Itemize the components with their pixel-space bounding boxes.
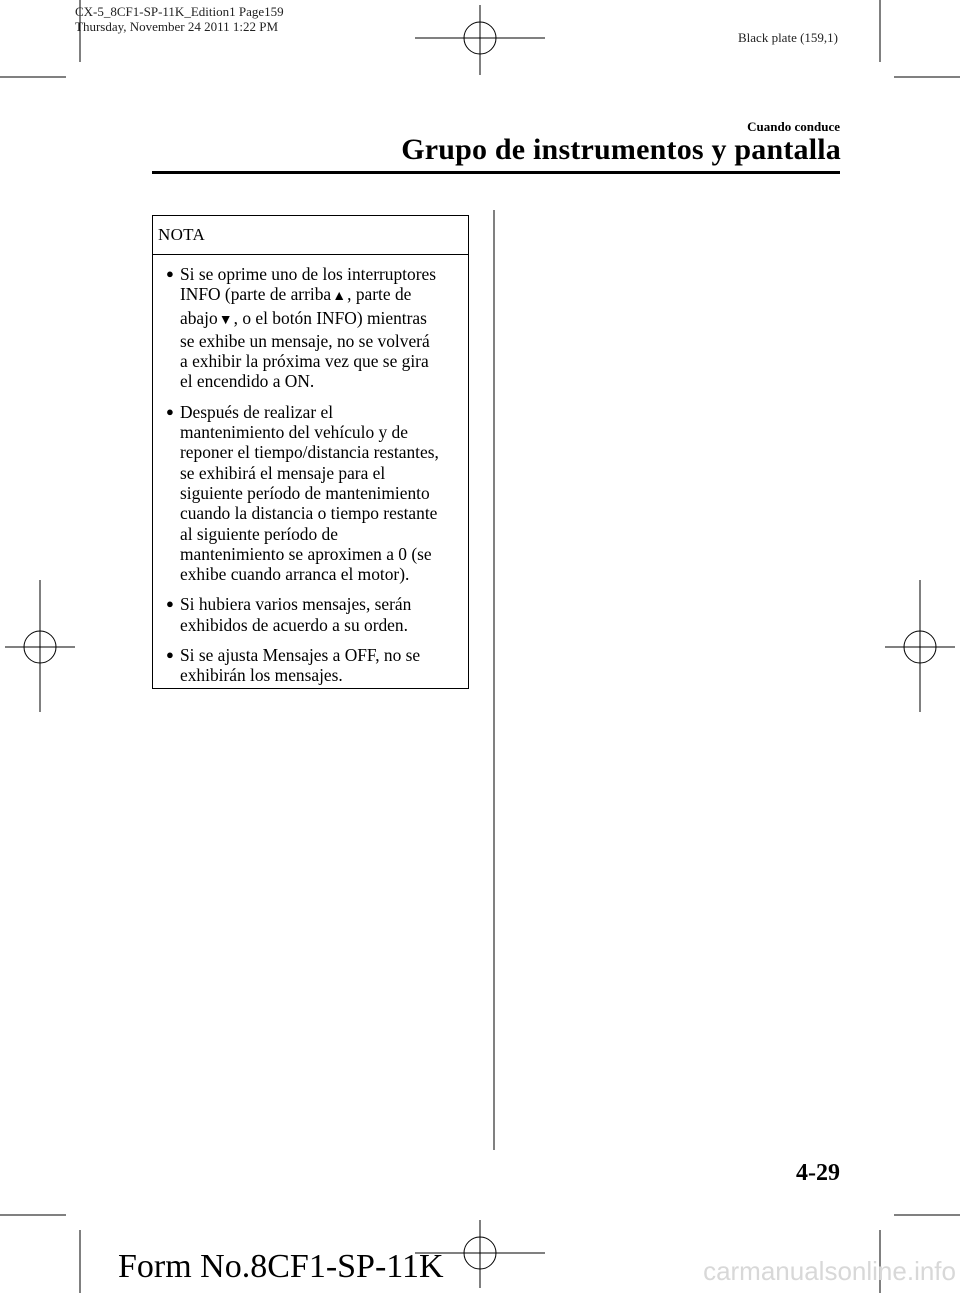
note-item [153, 645, 468, 686]
note-line: exhibirán los mensajes. [180, 665, 343, 686]
note-line: mantenimiento del vehículo y de [180, 422, 408, 443]
note-line: exhibidos de acuerdo a su orden. [180, 614, 408, 635]
prepress-plate: Black plate (159,1) [738, 30, 838, 45]
registration-mark-right [885, 580, 955, 712]
note-line: abajo▼, o el botón INFO) mientras [180, 308, 464, 331]
note-line: el encendido a ON. [180, 371, 315, 392]
down-arrow-icon: ▼ [218, 312, 233, 328]
note-item [153, 402, 468, 585]
section-title: Grupo de instrumentos y pantalla [401, 133, 841, 166]
note-line: siguiente período de mantenimiento [180, 482, 430, 503]
note-line: a exhibir la próxima vez que se gira [180, 351, 429, 372]
page-number: 4-29 [796, 1160, 840, 1186]
section-label: Cuando conduce [747, 119, 840, 134]
bullet-icon: ● [166, 596, 174, 612]
note-line: exhibe cuando arranca el motor). [180, 564, 410, 585]
registration-mark-left [5, 580, 75, 712]
note-line: Si se ajusta Mensajes a OFF, no se [180, 645, 421, 666]
watermark: carmanualsonline.info [703, 1256, 956, 1286]
note-item [153, 264, 468, 392]
note-list [153, 255, 468, 686]
note-line: Después de realizar el [180, 401, 334, 422]
note-line: al siguiente período de [180, 523, 338, 544]
note-box [152, 215, 469, 689]
note-line: INFO (parte de arriba▲, parte de [180, 284, 464, 307]
note-line: se exhibirá el mensaje para el [180, 462, 386, 483]
note-line: mantenimiento se aproximen a 0 (se [180, 543, 432, 564]
note-heading: NOTA [153, 216, 468, 255]
bullet-icon: ● [166, 403, 174, 419]
form-number: Form No.8CF1-SP-11K [118, 1248, 444, 1285]
up-arrow-icon: ▲ [332, 289, 347, 305]
note-line: cuando la distancia o tiempo restante [180, 503, 438, 524]
note-line: Si se oprime uno de los interruptores [180, 264, 436, 284]
bullet-icon: ● [166, 647, 174, 663]
note-line: se exhibe un mensaje, no se volverá [180, 330, 430, 351]
note-line: reponer el tiempo/distancia restantes, [180, 442, 439, 463]
header-rule [152, 171, 840, 174]
registration-mark-top [415, 5, 545, 75]
prepress-file-line: CX-5_8CF1-SP-11K_Edition1 Page159 [75, 4, 284, 19]
bullet-icon: ● [166, 266, 174, 281]
note-item [153, 594, 468, 635]
prepress-date-line: Thursday, November 24 2011 1:22 PM [75, 19, 279, 34]
note-line: Si hubiera varios mensajes, serán [180, 594, 412, 615]
